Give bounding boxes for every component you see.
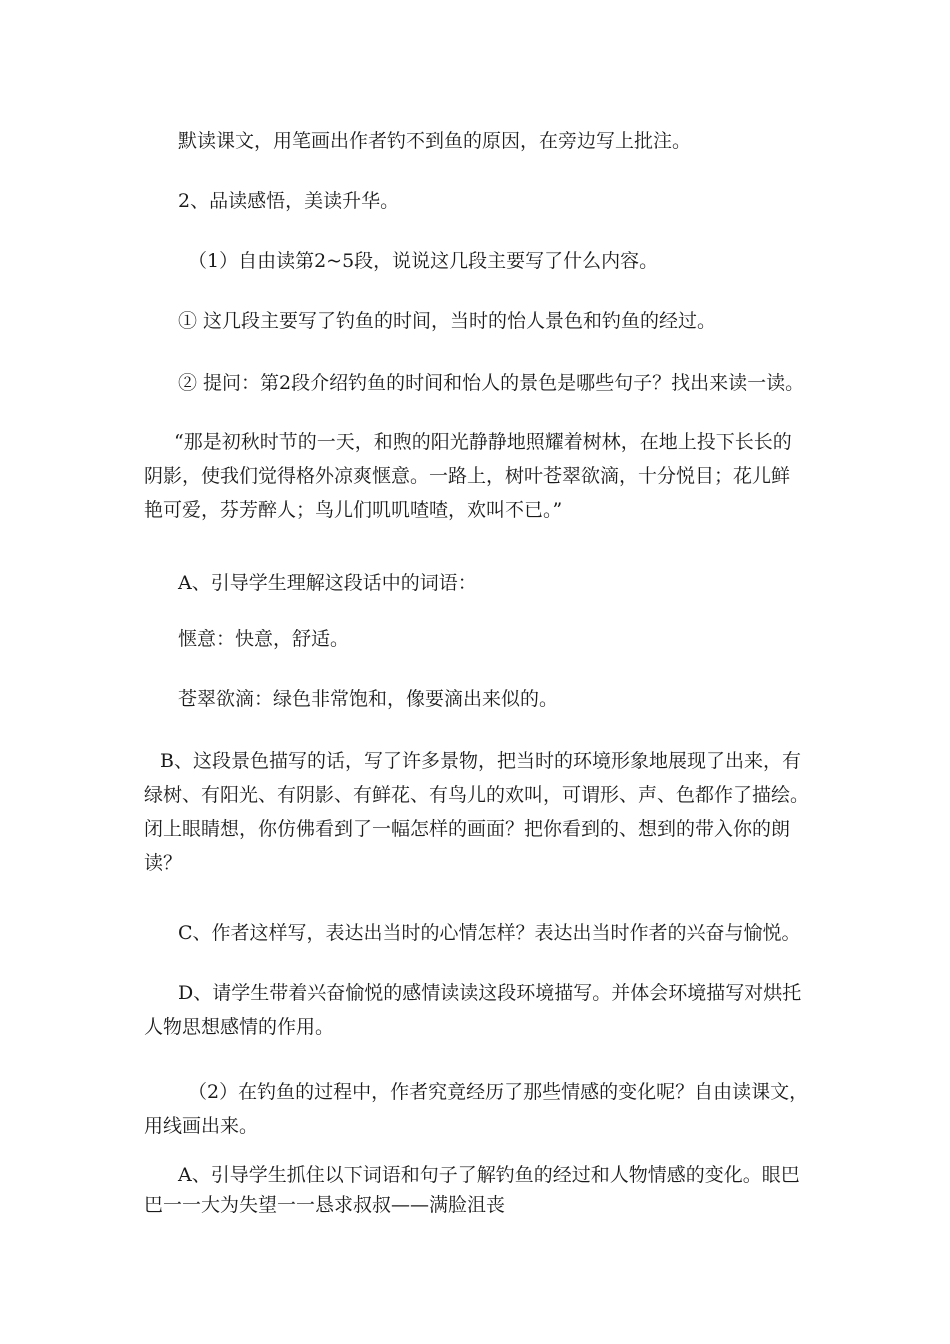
paragraph-silent-reading: 默读课文，用笔画出作者钓不到鱼的原因，在旁边写上批注。 bbox=[178, 130, 692, 152]
paragraph-vocab-heading: A、引导学生理解这段话中的词语： bbox=[178, 572, 477, 594]
paragraph-vocab-cangcui: 苍翠欲滴：绿色非常饱和，像要滴出来似的。 bbox=[178, 688, 559, 710]
question-emotions-line: （2）在钓鱼的过程中，作者究竟经历了那些情感的变化呢？自由读课文， bbox=[188, 1081, 809, 1103]
paragraph-answer-1: ① 这几段主要写了钓鱼的时间，当时的怡人景色和钓鱼的经过。 bbox=[178, 310, 717, 332]
question-emotions-line: 用线画出来。 bbox=[144, 1115, 259, 1137]
quoted-passage-line: “那是初秋时节的一天，和煦的阳光静静地照耀着树林，在地上投下长长的 bbox=[174, 431, 792, 453]
paragraph-a-emotions bbox=[144, 1160, 800, 1220]
paragraph-d-reading bbox=[144, 976, 801, 1044]
a-emotions-line: A、引导学生抓住以下词语和句子了解钓鱼的经过和人物情感的变化。眼巴 bbox=[178, 1164, 800, 1186]
paragraph-question-2: ② 提问：第2段介绍钓鱼的时间和怡人的景色是哪些句子？找出来读一读。 bbox=[178, 372, 805, 394]
quoted-passage-line: 艳可爱，芬芳醉人；鸟儿们叽叽喳喳，欢叫不已。” bbox=[144, 499, 563, 521]
a-emotions-line: 巴一一大为失望一一恳求叔叔——满脸沮丧 bbox=[144, 1194, 506, 1216]
paragraph-question-emotions bbox=[144, 1075, 808, 1143]
paragraph-b-line: 闭上眼睛想，你仿佛看到了一幅怎样的画面？把你看到的、想到的带入你的朗 bbox=[144, 818, 791, 840]
paragraph-d-line: D、请学生带着兴奋愉悦的感情读读这段环境描写。并体会环境描写对烘托 bbox=[178, 982, 802, 1004]
quoted-passage-line: 阴影，使我们觉得格外凉爽惬意。一路上，树叶苍翠欲滴，十分悦目；花儿鲜 bbox=[144, 465, 791, 487]
paragraph-b-line: 读？ bbox=[144, 852, 183, 874]
paragraph-quoted-passage bbox=[144, 425, 792, 527]
paragraph-b-line: B、这段景色描写的话，写了许多景物，把当时的环境形象地展现了出来，有 bbox=[160, 750, 801, 772]
paragraph-b-scenery bbox=[144, 744, 809, 880]
paragraph-d-line: 人物思想感情的作用。 bbox=[144, 1016, 335, 1038]
paragraph-b-line: 绿树、有阳光、有阴影、有鲜花、有鸟儿的欢叫，可谓形、声、色都作了描绘。 bbox=[144, 784, 810, 806]
paragraph-question-1: （1）自由读第2~5段，说说这几段主要写了什么内容。 bbox=[188, 250, 659, 272]
paragraph-section-2-heading: 2、品读感悟，美读升华。 bbox=[178, 190, 400, 212]
paragraph-vocab-qieyi: 惬意：快意，舒适。 bbox=[178, 628, 350, 650]
paragraph-c-feeling: C、作者这样写，表达出当时的心情怎样？表达出当时作者的兴奋与愉悦。 bbox=[178, 922, 801, 944]
